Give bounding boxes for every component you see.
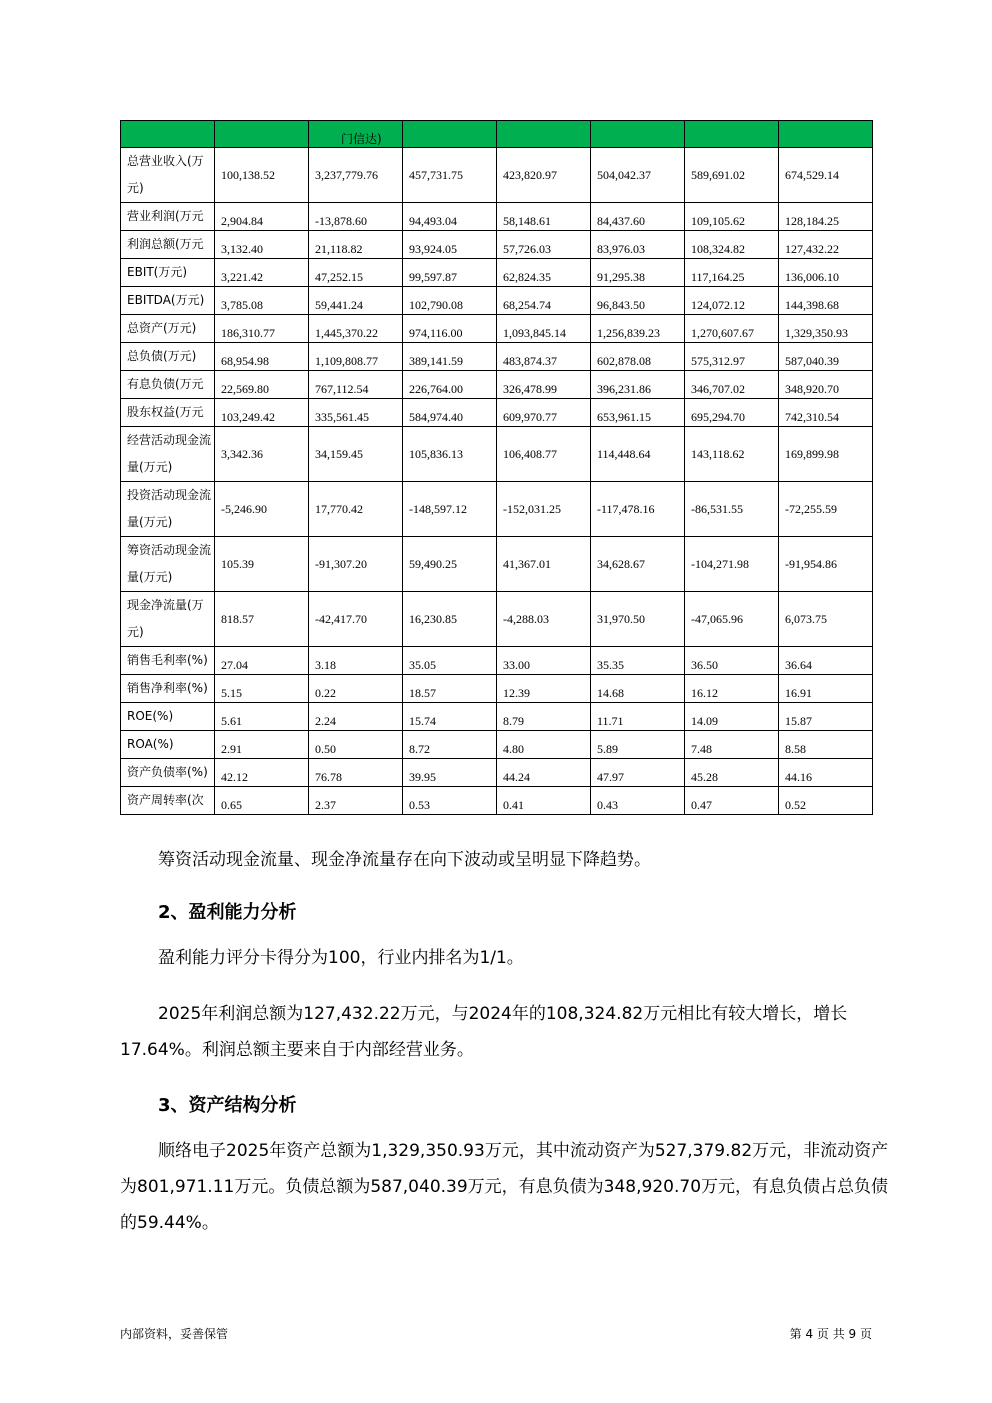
table-cell: 575,312.97	[685, 343, 779, 371]
table-cell: 103,249.42	[215, 399, 309, 427]
row-label: 投资活动现金流量(万元)	[121, 482, 215, 537]
table-cell: 2.24	[309, 703, 403, 731]
table-cell: 102,790.08	[403, 287, 497, 315]
table-cell: 44.16	[779, 759, 873, 787]
table-cell: 105,836.13	[403, 427, 497, 482]
row-label: 有息负债(万元	[121, 371, 215, 399]
table-cell: 34,159.45	[309, 427, 403, 482]
table-cell: 59,490.25	[403, 537, 497, 592]
table-cell: 326,478.99	[497, 371, 591, 399]
table-cell: 39.95	[403, 759, 497, 787]
table-cell: 83,976.03	[591, 231, 685, 259]
table-cell: 44.24	[497, 759, 591, 787]
table-cell: 94,493.04	[403, 203, 497, 231]
table-cell: 27.04	[215, 647, 309, 675]
footer-confidential: 内部资料，妥善保管	[120, 1327, 229, 1341]
table-cell: 124,072.12	[685, 287, 779, 315]
table-cell: 99,597.87	[403, 259, 497, 287]
table-cell: 68,254.74	[497, 287, 591, 315]
table-header-cell	[215, 121, 309, 148]
table-cell: 3,785.08	[215, 287, 309, 315]
paragraph-profit-total: 2025年利润总额为127,432.22万元，与2024年的108,324.82万元相比有较大增长，增长17.64%。利润总额主要来自于内部经营业务。	[120, 1004, 848, 1060]
table-cell: 36.64	[779, 647, 873, 675]
table-cell: -13,878.60	[309, 203, 403, 231]
table-cell: 0.47	[685, 787, 779, 815]
table-header-cell	[403, 121, 497, 148]
table-cell: 504,042.37	[591, 148, 685, 203]
table-cell: 143,118.62	[685, 427, 779, 482]
table-cell: 5.61	[215, 703, 309, 731]
table-cell: 2.91	[215, 731, 309, 759]
table-cell: -104,271.98	[685, 537, 779, 592]
paragraph-financing-trend: 筹资活动现金流量、现金净流量存在向下波动或呈明显下降趋势。	[158, 850, 651, 870]
row-label: ROE(%)	[121, 703, 215, 731]
table-cell: 31,970.50	[591, 592, 685, 647]
table-cell: 14.09	[685, 703, 779, 731]
table-row	[121, 203, 873, 231]
financial-table-body	[121, 121, 873, 815]
table-cell: 5.15	[215, 675, 309, 703]
table-cell: 0.22	[309, 675, 403, 703]
table-row	[121, 647, 873, 675]
table-row	[121, 759, 873, 787]
table-row	[121, 703, 873, 731]
table-cell: 91,295.38	[591, 259, 685, 287]
row-label: ROA(%)	[121, 731, 215, 759]
row-label: 总负债(万元)	[121, 343, 215, 371]
row-label: 总资产(万元)	[121, 315, 215, 343]
table-header-cell	[685, 121, 779, 148]
table-row	[121, 371, 873, 399]
table-cell: 106,408.77	[497, 427, 591, 482]
table-row	[121, 427, 873, 482]
table-cell: 4.80	[497, 731, 591, 759]
table-header-cell	[779, 121, 873, 148]
table-cell: 3,132.40	[215, 231, 309, 259]
table-cell: 136,006.10	[779, 259, 873, 287]
row-label: 销售毛利率(%)	[121, 647, 215, 675]
table-cell: 346,707.02	[685, 371, 779, 399]
table-cell: 144,398.68	[779, 287, 873, 315]
table-cell: 84,437.60	[591, 203, 685, 231]
table-cell: 0.65	[215, 787, 309, 815]
heading-asset-structure: 3、资产结构分析	[158, 1095, 297, 1116]
table-cell: 0.50	[309, 731, 403, 759]
table-row	[121, 343, 873, 371]
table-cell: 41,367.01	[497, 537, 591, 592]
table-cell: 1,445,370.22	[309, 315, 403, 343]
table-cell: 128,184.25	[779, 203, 873, 231]
table-cell: 33.00	[497, 647, 591, 675]
table-cell: -86,531.55	[685, 482, 779, 537]
table-cell: 36.50	[685, 647, 779, 675]
table-cell: -72,255.59	[779, 482, 873, 537]
table-cell: 1,329,350.93	[779, 315, 873, 343]
row-label: 营业利润(万元	[121, 203, 215, 231]
table-cell: 3,342.36	[215, 427, 309, 482]
table-cell: 68,954.98	[215, 343, 309, 371]
table-row	[121, 592, 873, 647]
table-cell: 62,824.35	[497, 259, 591, 287]
table-cell: 974,116.00	[403, 315, 497, 343]
table-cell: 47,252.15	[309, 259, 403, 287]
table-cell: 42.12	[215, 759, 309, 787]
table-cell: 186,310.77	[215, 315, 309, 343]
table-cell: 457,731.75	[403, 148, 497, 203]
table-cell: 96,843.50	[591, 287, 685, 315]
heading-profitability: 2、盈利能力分析	[158, 902, 297, 923]
table-cell: 0.52	[779, 787, 873, 815]
table-cell: 0.53	[403, 787, 497, 815]
table-row	[121, 399, 873, 427]
table-cell: 653,961.15	[591, 399, 685, 427]
table-cell: 35.35	[591, 647, 685, 675]
table-header-cell	[591, 121, 685, 148]
table-cell: 76.78	[309, 759, 403, 787]
table-cell: 0.41	[497, 787, 591, 815]
row-label: 销售净利率(%)	[121, 675, 215, 703]
table-row	[121, 482, 873, 537]
table-cell: 57,726.03	[497, 231, 591, 259]
table-cell: 609,970.77	[497, 399, 591, 427]
table-row	[121, 787, 873, 815]
table-cell: 1,256,839.23	[591, 315, 685, 343]
table-cell: -42,417.70	[309, 592, 403, 647]
table-cell: 17,770.42	[309, 482, 403, 537]
table-cell: 109,105.62	[685, 203, 779, 231]
table-cell: 1,270,607.67	[685, 315, 779, 343]
table-cell: 6,073.75	[779, 592, 873, 647]
table-header-cell: 门信达)	[309, 121, 403, 148]
table-cell: 5.89	[591, 731, 685, 759]
table-cell: 14.68	[591, 675, 685, 703]
table-row	[121, 148, 873, 203]
table-cell: 767,112.54	[309, 371, 403, 399]
table-cell: 127,432.22	[779, 231, 873, 259]
table-row	[121, 231, 873, 259]
table-cell: -148,597.12	[403, 482, 497, 537]
table-cell: -4,288.03	[497, 592, 591, 647]
table-cell: 389,141.59	[403, 343, 497, 371]
table-cell: 695,294.70	[685, 399, 779, 427]
table-cell: 0.43	[591, 787, 685, 815]
table-cell: 169,899.98	[779, 427, 873, 482]
table-cell: 22,569.80	[215, 371, 309, 399]
table-cell: 59,441.24	[309, 287, 403, 315]
footer-page-number: 第 4 页 共 9 页	[789, 1327, 872, 1341]
table-header-cell	[121, 121, 215, 148]
table-cell: 21,118.82	[309, 231, 403, 259]
table-cell: -117,478.16	[591, 482, 685, 537]
table-cell: 114,448.64	[591, 427, 685, 482]
table-cell: 100,138.52	[215, 148, 309, 203]
row-label: 资产负债率(%)	[121, 759, 215, 787]
table-row	[121, 259, 873, 287]
table-cell: 45.28	[685, 759, 779, 787]
financial-table	[120, 120, 873, 815]
table-cell: 105.39	[215, 537, 309, 592]
table-cell: 3,237,779.76	[309, 148, 403, 203]
table-row	[121, 315, 873, 343]
table-cell: 16.12	[685, 675, 779, 703]
table-cell: 348,920.70	[779, 371, 873, 399]
table-cell: 396,231.86	[591, 371, 685, 399]
table-cell: 8.58	[779, 731, 873, 759]
table-cell: 58,148.61	[497, 203, 591, 231]
table-cell: 587,040.39	[779, 343, 873, 371]
row-label: 总营业收入(万元)	[121, 148, 215, 203]
table-cell: 818.57	[215, 592, 309, 647]
table-cell: 2,904.84	[215, 203, 309, 231]
table-cell: -91,307.20	[309, 537, 403, 592]
row-label: 经营活动现金流量(万元)	[121, 427, 215, 482]
table-cell: 8.72	[403, 731, 497, 759]
row-label: 利润总额(万元	[121, 231, 215, 259]
row-label: 筹资活动现金流量(万元)	[121, 537, 215, 592]
table-cell: 602,878.08	[591, 343, 685, 371]
table-cell: 35.05	[403, 647, 497, 675]
table-cell: 11.71	[591, 703, 685, 731]
table-row	[121, 675, 873, 703]
table-cell: 335,561.45	[309, 399, 403, 427]
table-cell: 2.37	[309, 787, 403, 815]
table-cell: 3.18	[309, 647, 403, 675]
table-cell: 423,820.97	[497, 148, 591, 203]
row-label: 股东权益(万元	[121, 399, 215, 427]
table-cell: 12.39	[497, 675, 591, 703]
table-cell: -5,246.90	[215, 482, 309, 537]
paragraph-asset-structure: 顺络电子2025年资产总额为1,329,350.93万元，其中流动资产为527,379.82万元，非流动资产为801,971.11万元。负债总额为587,040.39万元，有息负债为348,920.70万元，有息负债占总负债的59.44%。	[120, 1141, 889, 1233]
table-row	[121, 731, 873, 759]
table-cell: 1,093,845.14	[497, 315, 591, 343]
table-cell: 18.57	[403, 675, 497, 703]
table-cell: 589,691.02	[685, 148, 779, 203]
row-label: 资产周转率(次	[121, 787, 215, 815]
table-cell: 1,109,808.77	[309, 343, 403, 371]
table-header-row	[121, 121, 873, 148]
table-header-cell	[497, 121, 591, 148]
table-cell: 8.79	[497, 703, 591, 731]
table-cell: 47.97	[591, 759, 685, 787]
table-cell: 108,324.82	[685, 231, 779, 259]
table-cell: 15.74	[403, 703, 497, 731]
table-cell: 16.91	[779, 675, 873, 703]
table-cell: 226,764.00	[403, 371, 497, 399]
table-cell: 742,310.54	[779, 399, 873, 427]
table-cell: 34,628.67	[591, 537, 685, 592]
table-cell: 584,974.40	[403, 399, 497, 427]
paragraph-profit-score: 盈利能力评分卡得分为100，行业内排名为1/1。	[158, 948, 524, 968]
table-cell: 7.48	[685, 731, 779, 759]
table-cell: 16,230.85	[403, 592, 497, 647]
table-cell: 93,924.05	[403, 231, 497, 259]
table-row	[121, 537, 873, 592]
table-cell: -152,031.25	[497, 482, 591, 537]
table-row	[121, 287, 873, 315]
table-cell: 3,221.42	[215, 259, 309, 287]
table-cell: 674,529.14	[779, 148, 873, 203]
table-cell: 483,874.37	[497, 343, 591, 371]
table-cell: -91,954.86	[779, 537, 873, 592]
row-label: EBIT(万元)	[121, 259, 215, 287]
row-label: 现金净流量(万元)	[121, 592, 215, 647]
row-label: EBITDA(万元)	[121, 287, 215, 315]
table-cell: 117,164.25	[685, 259, 779, 287]
table-cell: -47,065.96	[685, 592, 779, 647]
table-cell: 15.87	[779, 703, 873, 731]
